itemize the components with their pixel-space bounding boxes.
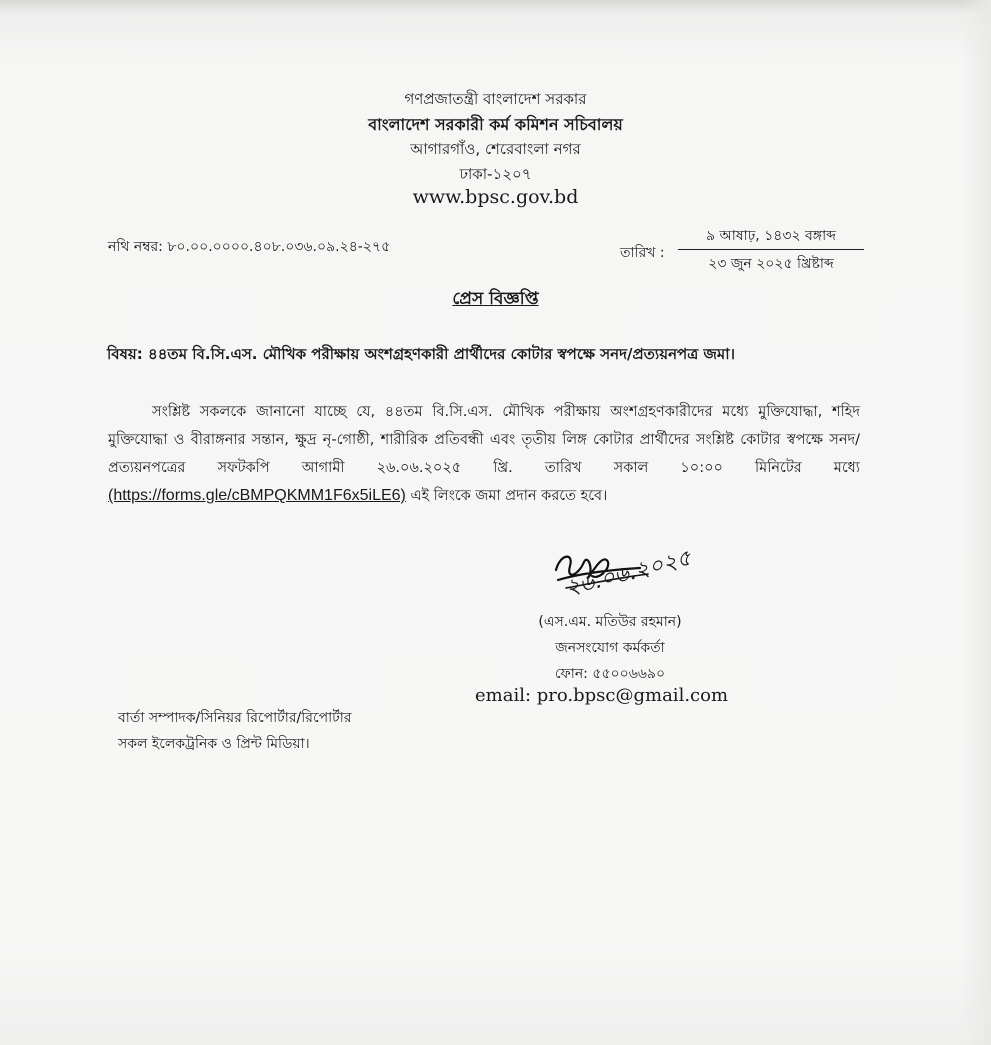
body-text-part-2: এই লিংকে জমা প্রদান করতে হবে। xyxy=(405,488,608,504)
signatory-email: email: pro.bpsc@gmail.com xyxy=(475,685,729,706)
recipient-line-1: বার্তা সম্পাদক/সিনিয়র রিপোর্টার/রিপোর্টার xyxy=(118,710,352,726)
date-label: তারিখ : xyxy=(620,245,665,261)
address-line-2: ঢাকা-১২০৭ xyxy=(459,165,532,183)
subject-line: বিষয়: ৪৪তম বি.সি.এস. মৌখিক পরীক্ষায় অংশগ্রহণকারী প্রার্থীদের কোটার স্বপক্ষে সনদ/প্রত্যয়নপত্র জমা। xyxy=(107,345,735,363)
office-name: বাংলাদেশ সরকারী কর্ম কমিশন সচিবালয় xyxy=(368,115,623,134)
date-block xyxy=(678,226,864,274)
date-gregorian: ২৩ জুন ২০২৫ খ্রিষ্টাব্দ xyxy=(708,256,834,272)
press-release-title: প্রেস বিজ্ঞপ্তি xyxy=(452,289,539,309)
scan-shadow xyxy=(0,0,991,14)
form-link: (https://forms.gle/cBMPQKMM1F6x5iLE6) xyxy=(108,487,406,504)
recipient-line-2: সকল ইলেকট্রনিক ও প্রিন্ট মিডিয়া। xyxy=(118,736,310,752)
body-paragraph xyxy=(108,398,860,510)
government-name: গণপ্রজাতন্ত্রী বাংলাদেশ সরকার xyxy=(404,90,587,108)
signatory-phone: ফোন: ৫৫০০৬৬৯০ xyxy=(554,666,666,682)
signature-date: ২৬.০৬.২০২৫ xyxy=(563,545,694,602)
signatory-name: (এস.এম. মতিউর রহমান) xyxy=(538,614,682,630)
address-line-1: আগারগাঁও, শেরেবাংলা নগর xyxy=(410,140,581,158)
date-divider xyxy=(678,249,864,250)
body-text-part-1: সংশ্লিষ্ট সকলকে জানানো যাচ্ছে যে, ৪৪তম বি.সি.এস. মৌখিক পরীক্ষায় অংশগ্রহণকারীদের মধ্যে মুক্তিযোদ্ধা, শহিদ মুক্তিযোদ্ধা ও বীরাঙ্গনার সন্তান, ক্ষুদ্র নৃ-গোষ্ঠী, শারীরিক প্রতিবন্ধী এবং তৃতীয় লিঙ্গ কোটার প্রার্থীদের সংশ্লিষ্ট কোটার স্বপক্ষে সনদ/প্রত্যয়নপত্রের সফটকপি আগামী ২৬.০৬.২০২৫ খ্রি. তারিখ সকাল ১০:০০ মিনিটের মধ্যে xyxy=(108,404,860,476)
date-bangla: ৯ আষাঢ়, ১৪৩২ বঙ্গাব্দ xyxy=(706,228,836,244)
signatory-designation: জনসংযোগ কর্মকর্তা xyxy=(555,640,665,656)
memo-number: নথি নম্বর: ৮০.০০.০০০০.৪০৮.০৩৬.০৯.২৪-২৭৫ xyxy=(108,239,391,255)
website-text: www.bpsc.gov.bd xyxy=(412,186,579,208)
